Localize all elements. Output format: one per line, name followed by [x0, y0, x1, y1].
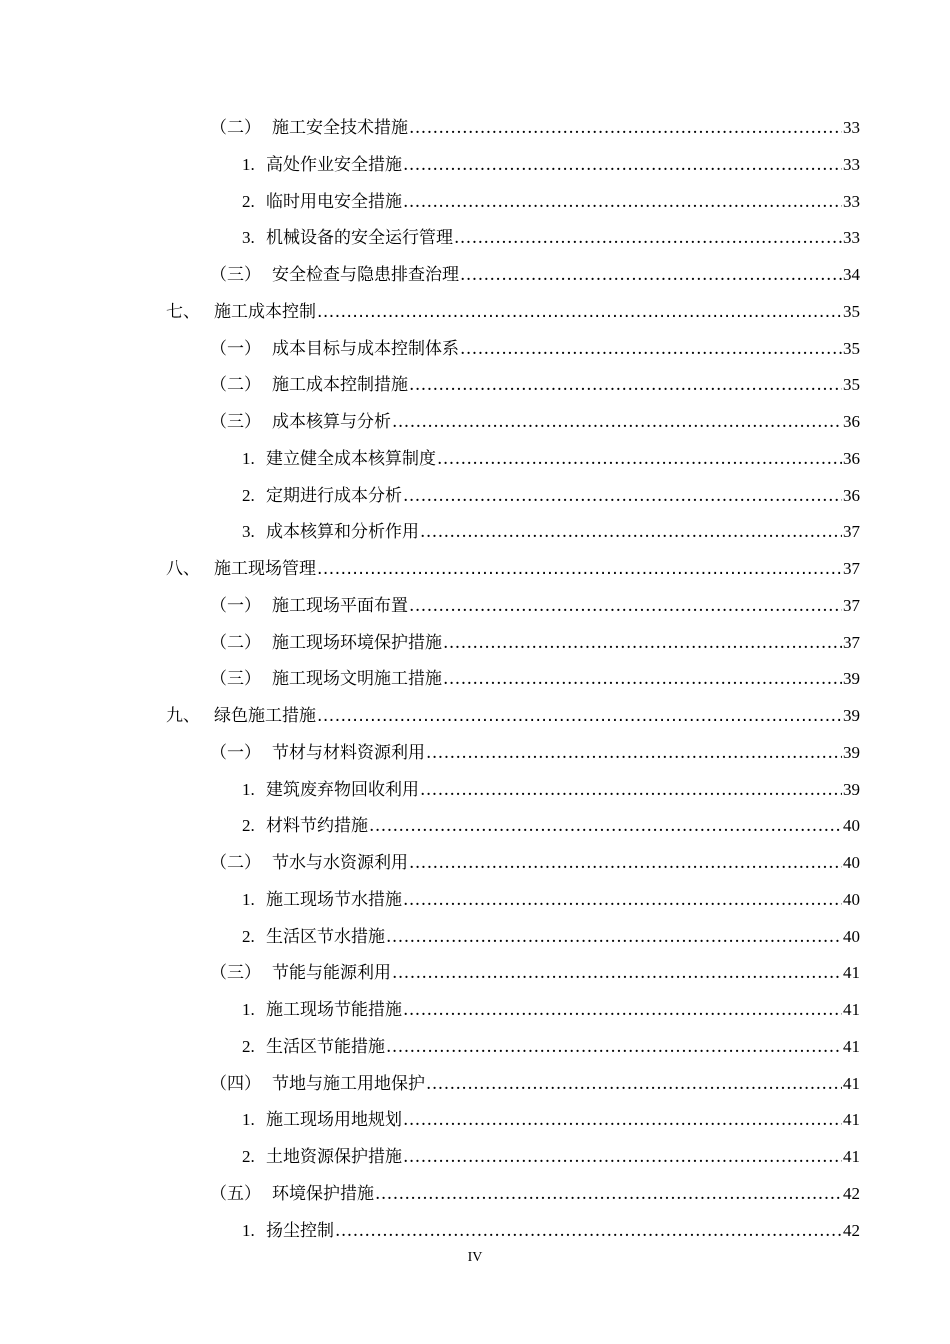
- toc-leader-dots: [437, 448, 842, 470]
- toc-leader-dots: [420, 521, 842, 543]
- toc-entry-title: 成本核算与分析: [272, 412, 391, 432]
- toc-entry-page: 36: [843, 448, 860, 468]
- toc-entry-page: 37: [843, 559, 860, 578]
- toc-entry-number: （二）: [210, 632, 261, 653]
- toc-entry-number: 1.: [242, 154, 255, 174]
- toc-entry[interactable]: [0, 367, 950, 404]
- toc-entry-page: 37: [843, 595, 860, 615]
- toc-entry-page: 41: [843, 1036, 860, 1056]
- toc-entry-title: 临时用电安全措施: [266, 191, 402, 212]
- toc-entry-title: 施工现场平面布置: [272, 595, 408, 616]
- toc-leader-dots: [317, 558, 842, 580]
- toc-entry-number: 1.: [242, 1000, 255, 1019]
- toc-entry-number: 2.: [242, 926, 255, 946]
- toc-entry-number: （二）: [210, 118, 261, 138]
- toc-entry[interactable]: [0, 551, 950, 588]
- toc-entry-title: 节能与能源利用: [272, 963, 391, 984]
- toc-entry-title: 环境保护措施: [272, 1183, 374, 1204]
- toc-entry-number: 1.: [242, 779, 255, 799]
- toc-entry-title: 扬尘控制: [266, 1220, 334, 1241]
- toc-entry-title: 材料节约措施: [266, 816, 368, 837]
- toc-entry-title: 施工现场环境保护措施: [272, 632, 442, 653]
- toc-entry-title: 成本目标与成本控制体系: [272, 338, 459, 359]
- toc-entry-title: 建立健全成本核算制度: [266, 448, 436, 469]
- toc-leader-dots: [403, 1109, 842, 1131]
- toc-entry-title: 施工现场节水措施: [266, 889, 402, 910]
- toc-entry-page: 37: [843, 522, 860, 542]
- toc-entry[interactable]: [0, 110, 950, 147]
- toc-entry-title: 施工成本控制: [214, 301, 316, 322]
- toc-entry[interactable]: [0, 625, 950, 662]
- toc-entry-title: 安全检查与隐患排查治理: [272, 265, 459, 285]
- toc-entry-page: 33: [843, 228, 860, 248]
- toc-leader-dots: [403, 191, 842, 213]
- toc-entry[interactable]: [0, 1066, 950, 1103]
- toc-entry[interactable]: [0, 1029, 950, 1066]
- page-number: IV: [467, 1250, 483, 1265]
- toc-leader-dots: [403, 1146, 842, 1168]
- toc-entry-page: 39: [843, 742, 860, 762]
- toc-entry[interactable]: [0, 882, 950, 919]
- toc-leader-dots: [420, 779, 842, 801]
- toc-entry-number: 2.: [242, 1036, 255, 1056]
- toc-leader-dots: [409, 852, 842, 874]
- toc-entry[interactable]: [0, 698, 950, 735]
- toc-entry-number: （四）: [210, 1073, 261, 1094]
- toc-entry-title: 成本核算和分析作用: [266, 522, 419, 543]
- toc-entry-page: 33: [843, 154, 860, 174]
- toc-entry-page: 40: [843, 816, 860, 836]
- toc-entry-title: 生活区节水措施: [266, 926, 385, 947]
- toc-leader-dots: [403, 154, 842, 176]
- toc-entry[interactable]: [0, 184, 950, 221]
- toc-entry[interactable]: [0, 808, 950, 845]
- toc-entry[interactable]: [0, 919, 950, 956]
- toc-leader-dots: [460, 264, 842, 286]
- toc-entry[interactable]: [0, 661, 950, 698]
- toc-entry-number: 七、: [166, 301, 200, 322]
- toc-entry[interactable]: [0, 772, 950, 809]
- toc-leader-dots: [317, 705, 842, 727]
- toc-entry-number: （二）: [210, 375, 261, 396]
- toc-leader-dots: [409, 595, 842, 617]
- toc-entry[interactable]: [0, 1139, 950, 1176]
- toc-entry-number: 1.: [242, 1220, 255, 1240]
- toc-entry-number: （三）: [210, 412, 261, 432]
- toc-entry-page: 36: [843, 412, 860, 431]
- toc-leader-dots: [403, 485, 842, 507]
- toc-entry-number: （一）: [210, 742, 261, 763]
- toc-leader-dots: [386, 926, 842, 948]
- toc-entry[interactable]: [0, 441, 950, 478]
- toc-entry[interactable]: [0, 1176, 950, 1213]
- toc-leader-dots: [369, 815, 842, 837]
- toc-entry-number: 2.: [242, 191, 255, 211]
- toc-leader-dots: [443, 668, 842, 690]
- toc-entry-title: 土地资源保护措施: [266, 1147, 402, 1167]
- toc-entry-number: （一）: [210, 595, 261, 616]
- toc-entry-number: （三）: [210, 963, 261, 984]
- toc-entry-title: 定期进行成本分析: [266, 485, 402, 506]
- toc-entry-number: 2.: [242, 1147, 255, 1166]
- toc-entry-number: 2.: [242, 816, 255, 836]
- toc-entry[interactable]: [0, 294, 950, 331]
- toc-entry-number: （三）: [210, 265, 261, 285]
- toc-entry-page: 41: [843, 1147, 860, 1166]
- toc-entry[interactable]: [0, 404, 950, 441]
- toc-entry[interactable]: [0, 220, 950, 257]
- toc-leader-dots: [409, 117, 842, 139]
- toc-entry-page: 34: [843, 265, 860, 284]
- toc-entry-title: 生活区节能措施: [266, 1036, 385, 1057]
- toc-leader-dots: [426, 1073, 842, 1095]
- toc-leader-dots: [386, 1036, 842, 1058]
- toc-entry[interactable]: [0, 514, 950, 551]
- toc-entry-title: 建筑废弃物回收利用: [266, 779, 419, 800]
- toc-entry-page: 35: [843, 375, 860, 395]
- toc-entry-title: 节地与施工用地保护: [272, 1073, 425, 1094]
- toc-entry-title: 施工现场节能措施: [266, 1000, 402, 1020]
- toc-entry-number: 2.: [242, 485, 255, 505]
- toc-entry-title: 机械设备的安全运行管理: [266, 228, 453, 249]
- toc-entry-number: 八、: [166, 559, 200, 579]
- toc-entry-title: 施工现场管理: [214, 559, 316, 579]
- toc-entry-number: （二）: [210, 853, 261, 873]
- toc-entry-page: 42: [843, 1220, 860, 1240]
- toc-leader-dots: [460, 338, 842, 360]
- toc-leader-dots: [392, 411, 842, 433]
- toc-entry[interactable]: [0, 992, 950, 1029]
- toc-entry-title: 施工成本控制措施: [272, 375, 408, 396]
- toc-entry-number: 1.: [242, 889, 255, 909]
- toc-leader-dots: [375, 1183, 842, 1205]
- toc-entry-number: （五）: [210, 1183, 261, 1204]
- toc-entry-number: （一）: [210, 338, 261, 359]
- toc-leader-dots: [454, 227, 842, 249]
- toc-entry-title: 施工现场用地规划: [266, 1110, 402, 1131]
- toc-leader-dots: [403, 999, 842, 1021]
- toc-leader-dots: [392, 962, 842, 984]
- toc-entry-title: 节材与材料资源利用: [272, 742, 425, 763]
- toc-entry-page: 36: [843, 485, 860, 505]
- toc-entry-number: 1.: [242, 1110, 255, 1130]
- toc-entry-page: 41: [843, 1073, 860, 1093]
- toc-entry-number: 九、: [166, 706, 200, 726]
- toc-entry-page: 39: [843, 706, 860, 725]
- toc-leader-dots: [443, 632, 842, 654]
- toc-entry[interactable]: [0, 478, 950, 515]
- toc-entry-title: 节水与水资源利用: [272, 853, 408, 873]
- toc-entry[interactable]: [0, 257, 950, 294]
- toc-entry[interactable]: [0, 147, 950, 184]
- toc-entry-page: 40: [843, 853, 860, 872]
- toc-entry-page: 42: [843, 1183, 860, 1203]
- toc-entry[interactable]: [0, 735, 950, 772]
- toc-entry-title: 施工现场文明施工措施: [272, 669, 442, 690]
- toc-leader-dots: [409, 374, 842, 396]
- toc-entry-page: 40: [843, 889, 860, 909]
- toc-entry-page: 39: [843, 779, 860, 799]
- toc-entry-number: 3.: [242, 522, 255, 542]
- toc-entry-page: 41: [843, 1000, 860, 1019]
- table-of-contents: [0, 110, 950, 1249]
- toc-entry-page: 33: [843, 118, 860, 137]
- toc-entry-page: 33: [843, 191, 860, 211]
- toc-entry-number: 3.: [242, 228, 255, 248]
- toc-entry-page: 41: [843, 963, 860, 983]
- toc-entry-number: （三）: [210, 669, 261, 690]
- toc-entry-title: 绿色施工措施: [214, 706, 316, 726]
- toc-leader-dots: [426, 742, 842, 764]
- toc-entry-page: 39: [843, 669, 860, 689]
- toc-entry[interactable]: [0, 1102, 950, 1139]
- toc-entry-page: 37: [843, 632, 860, 652]
- toc-entry[interactable]: [0, 1213, 950, 1250]
- toc-entry-title: 施工安全技术措施: [272, 118, 408, 138]
- toc-entry[interactable]: [0, 331, 950, 368]
- toc-leader-dots: [335, 1220, 842, 1242]
- toc-entry[interactable]: [0, 588, 950, 625]
- toc-entry-title: 高处作业安全措施: [266, 154, 402, 175]
- toc-entry[interactable]: [0, 845, 950, 882]
- toc-entry[interactable]: [0, 955, 950, 992]
- toc-entry-page: 35: [843, 301, 860, 321]
- toc-leader-dots: [317, 301, 842, 323]
- toc-entry-page: 40: [843, 926, 860, 946]
- toc-entry-page: 41: [843, 1110, 860, 1130]
- toc-leader-dots: [403, 889, 842, 911]
- toc-entry-number: 1.: [242, 448, 255, 468]
- toc-entry-page: 35: [843, 338, 860, 358]
